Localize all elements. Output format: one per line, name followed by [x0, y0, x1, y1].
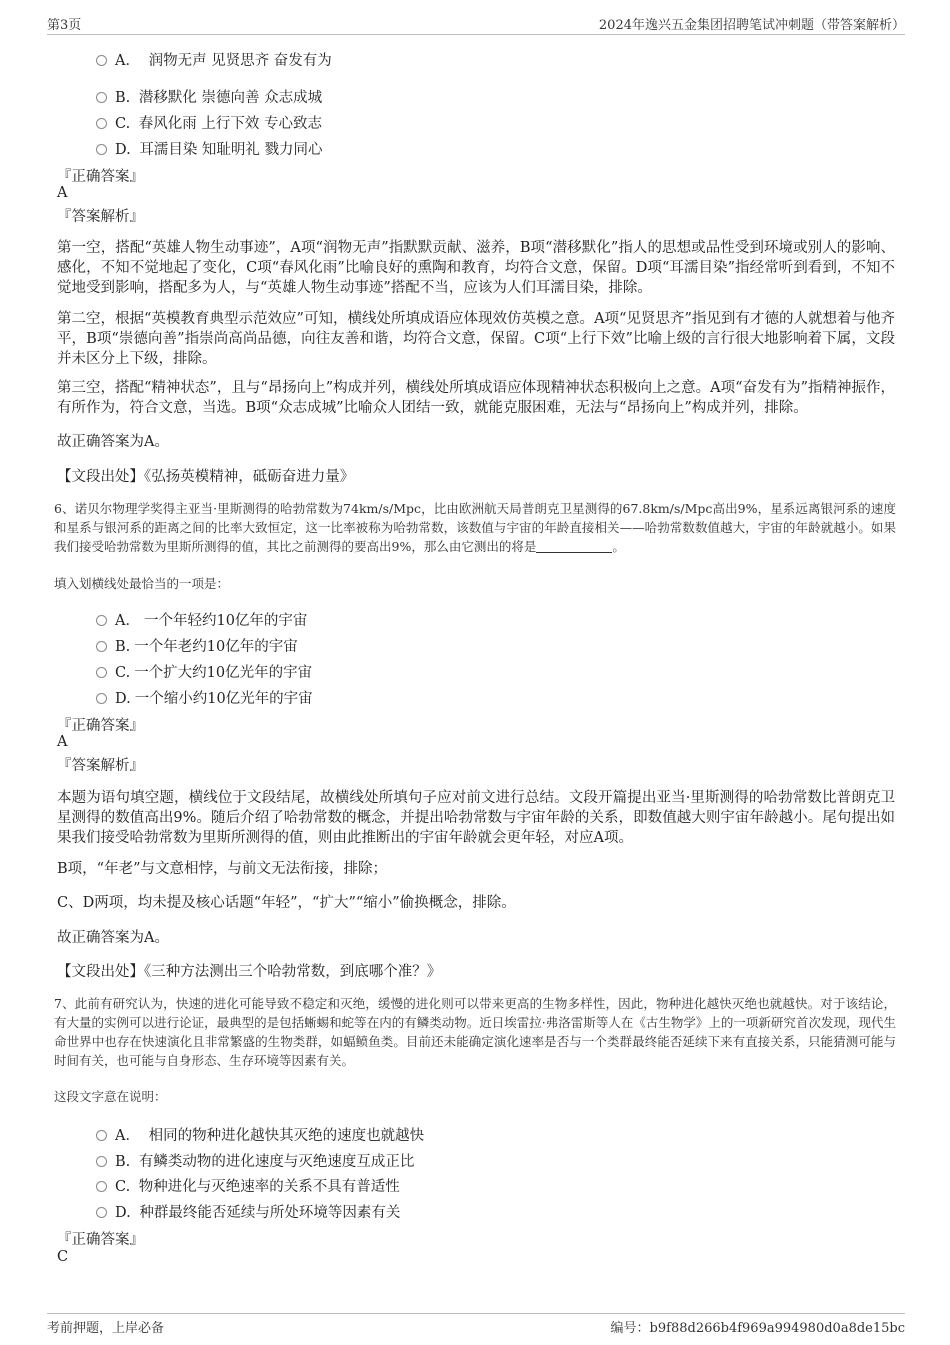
radio-icon[interactable] — [96, 615, 107, 626]
page-number: 第3页 — [47, 18, 82, 33]
q5-option-a[interactable]: A． 润物无声 见贤思齐 奋发有为 — [96, 49, 332, 70]
radio-icon[interactable] — [96, 1130, 107, 1141]
q5-option-b[interactable]: B. 潜移默化 崇德向善 众志成城 — [96, 86, 322, 107]
q6-answer: A — [57, 734, 68, 750]
q6-option-d[interactable]: D. 一个缩小约10亿光年的宇宙 — [96, 687, 313, 708]
q6-option-c[interactable]: C. 一个扩大约10亿光年的宇宙 — [96, 661, 312, 682]
q5-source: 【文段出处】《弘扬英模精神，砥砺奋进力量》 — [57, 469, 355, 485]
document-title: 2024年逸兴五金集团招聘笔试冲刺题（带答案解析） — [598, 18, 905, 33]
footer-slogan: 考前押题，上岸必备 — [47, 1321, 165, 1336]
radio-icon[interactable] — [96, 144, 107, 155]
q6-option-a[interactable]: A． 一个年轻约10亿年的宇宙 — [96, 609, 307, 630]
q6-option-b[interactable]: B. 一个年老约10亿年的宇宙 — [96, 635, 298, 656]
q7-prompt: 这段文字意在说明： — [54, 1089, 167, 1104]
q5-option-c[interactable]: C. 春风化雨 上行下效 专心致志 — [96, 112, 322, 133]
analysis-label: 『答案解析』 — [57, 209, 144, 225]
page-footer — [47, 1313, 905, 1337]
q6-analysis-para-1: 本题为语句填空题，横线位于文段结尾，故横线处所填句子应对前文进行总结。文段开篇提出亚当·里斯测得的哈勃常数比普朗克卫星测得的数值高出9%。随后介绍了哈勃常数的概念，并提出哈勃常数与宇宙年龄的关系，即数值越大则宇宙年龄越小。尾句提出如果我们接受哈勃常数为里斯所测得的值，则由此推断出的宇宙年龄就会更年轻，对应A项。 — [57, 790, 895, 846]
radio-icon[interactable] — [96, 55, 107, 66]
q5-answer: A — [57, 185, 68, 201]
radio-icon[interactable] — [96, 118, 107, 129]
radio-icon[interactable] — [96, 667, 107, 678]
q6-analysis-para-3: C、D两项，均未提及核心话题“年轻”，“扩大”“缩小”偷换概念，排除。 — [57, 895, 516, 911]
analysis-label: 『答案解析』 — [57, 758, 144, 774]
answer-blank — [536, 540, 612, 553]
radio-icon[interactable] — [96, 693, 107, 704]
radio-icon[interactable] — [96, 92, 107, 103]
page-header — [47, 14, 905, 35]
correct-answer-label: 『正确答案』 — [57, 169, 144, 185]
q7-option-d[interactable]: D. 种群最终能否延续与所处环境等因素有关 — [96, 1201, 400, 1222]
q6-stem: 6、诺贝尔物理学奖得主亚当·里斯测得的哈勃常数为74km/s/Mpc，比由欧洲航天局普朗克卫星测得的67.8km/s/Mpc高出9%，星系远离银河系的速度和星系与银河系的距离之间的比率大致恒定，这一比率被称为哈勃常数，该数值与宇宙的年龄直接相关——哈勃常数数值越大，宇宙的年龄就越小。如果我们接受哈勃常数为里斯所测得的值，其比之前测得的要高出9%，那么由它测出的将是 。 — [54, 501, 896, 554]
q6-analysis-para-2: B项，“年老”与文意相悖，与前文无法衔接，排除； — [57, 861, 387, 877]
radio-icon[interactable] — [96, 1181, 107, 1192]
q7-option-b[interactable]: B. 有鳞类动物的进化速度与灭绝速度互成正比 — [96, 1150, 414, 1171]
correct-answer-label: 『正确答案』 — [57, 718, 144, 734]
q5-analysis-conclusion: 故正确答案为A。 — [57, 434, 169, 450]
q6-analysis-conclusion: 故正确答案为A。 — [57, 930, 169, 946]
q5-analysis-para-3: 第三空，搭配“精神状态”，且与“昂扬向上”构成并列，横线处所填成语应体现精神状态积极向上之意。A项“奋发有为”指精神振作，有所作为，符合文意，当选。B项“众志成城”比喻众人团结一致，就能克服困难，无法与“昂扬向上”构成并列，排除。 — [57, 380, 895, 416]
q7-option-a[interactable]: A． 相同的物种进化越快其灭绝的速度也就越快 — [96, 1124, 424, 1145]
q6-source: 【文段出处】《三种方法测出三个哈勃常数，到底哪个准？》 — [57, 964, 442, 980]
q6-prompt: 填入划横线处最恰当的一项是： — [54, 576, 230, 591]
q7-option-c[interactable]: C. 物种进化与灭绝速率的关系不具有普适性 — [96, 1175, 400, 1196]
q5-analysis-para-1: 第一空，搭配“英雄人物生动事迹”，A项“润物无声”指默默贡献、滋养，B项“潜移默化”指人的思想或品性受到环境或别人的影响、感化，不知不觉地起了变化，C项“春风化雨”比喻良好的熏陶和教育，均符合文意，保留。D项“耳濡目染”指经常听到看到，不知不觉地受到影响，搭配多为人，与“英雄人物生动事迹”搭配不当，应该为人们耳濡目染，排除。 — [57, 240, 895, 296]
radio-icon[interactable] — [96, 641, 107, 652]
radio-icon[interactable] — [96, 1156, 107, 1167]
q7-stem: 7、此前有研究认为，快速的进化可能导致不稳定和灭绝，缓慢的进化则可以带来更高的生物多样性，因此，物种进化越快灭绝也就越快。对于该结论，有大量的实例可以进行论证，最典型的是包括蜥蜴和蛇等在内的有鳞类动物。近日埃雷拉·弗洛雷斯等人在《古生物学》上的一项新研究首次发现，现代生命世界中也存在快速演化且非常繁盛的生物类群，如蝠鲼鱼类。目前还未能确定演化速率是否与一个类群最终能否延续下来有直接关系，只能猜测可能与时间有关，也可能与自身形态、生存环境等因素有关。 — [54, 996, 896, 1068]
q7-answer: C — [57, 1249, 69, 1265]
q5-option-d[interactable]: D. 耳濡目染 知耻明礼 戮力同心 — [96, 138, 323, 159]
correct-answer-label: 『正确答案』 — [57, 1232, 144, 1248]
q5-analysis-para-2: 第二空，根据“英模教育典型示范效应”可知，横线处所填成语应体现效仿英模之意。A项“见贤思齐”指见到有才德的人就想着与他齐平，B项“崇德向善”指崇尚高尚品德，向往友善和谐，均符合文意，保留。C项“上行下效”比喻上级的言行很大地影响着下属，文段并未区分上下级，排除。 — [57, 311, 895, 367]
radio-icon[interactable] — [96, 1207, 107, 1218]
document-id: 编号：b9f88d266b4f969a994980d0a8de15bc — [610, 1321, 905, 1336]
